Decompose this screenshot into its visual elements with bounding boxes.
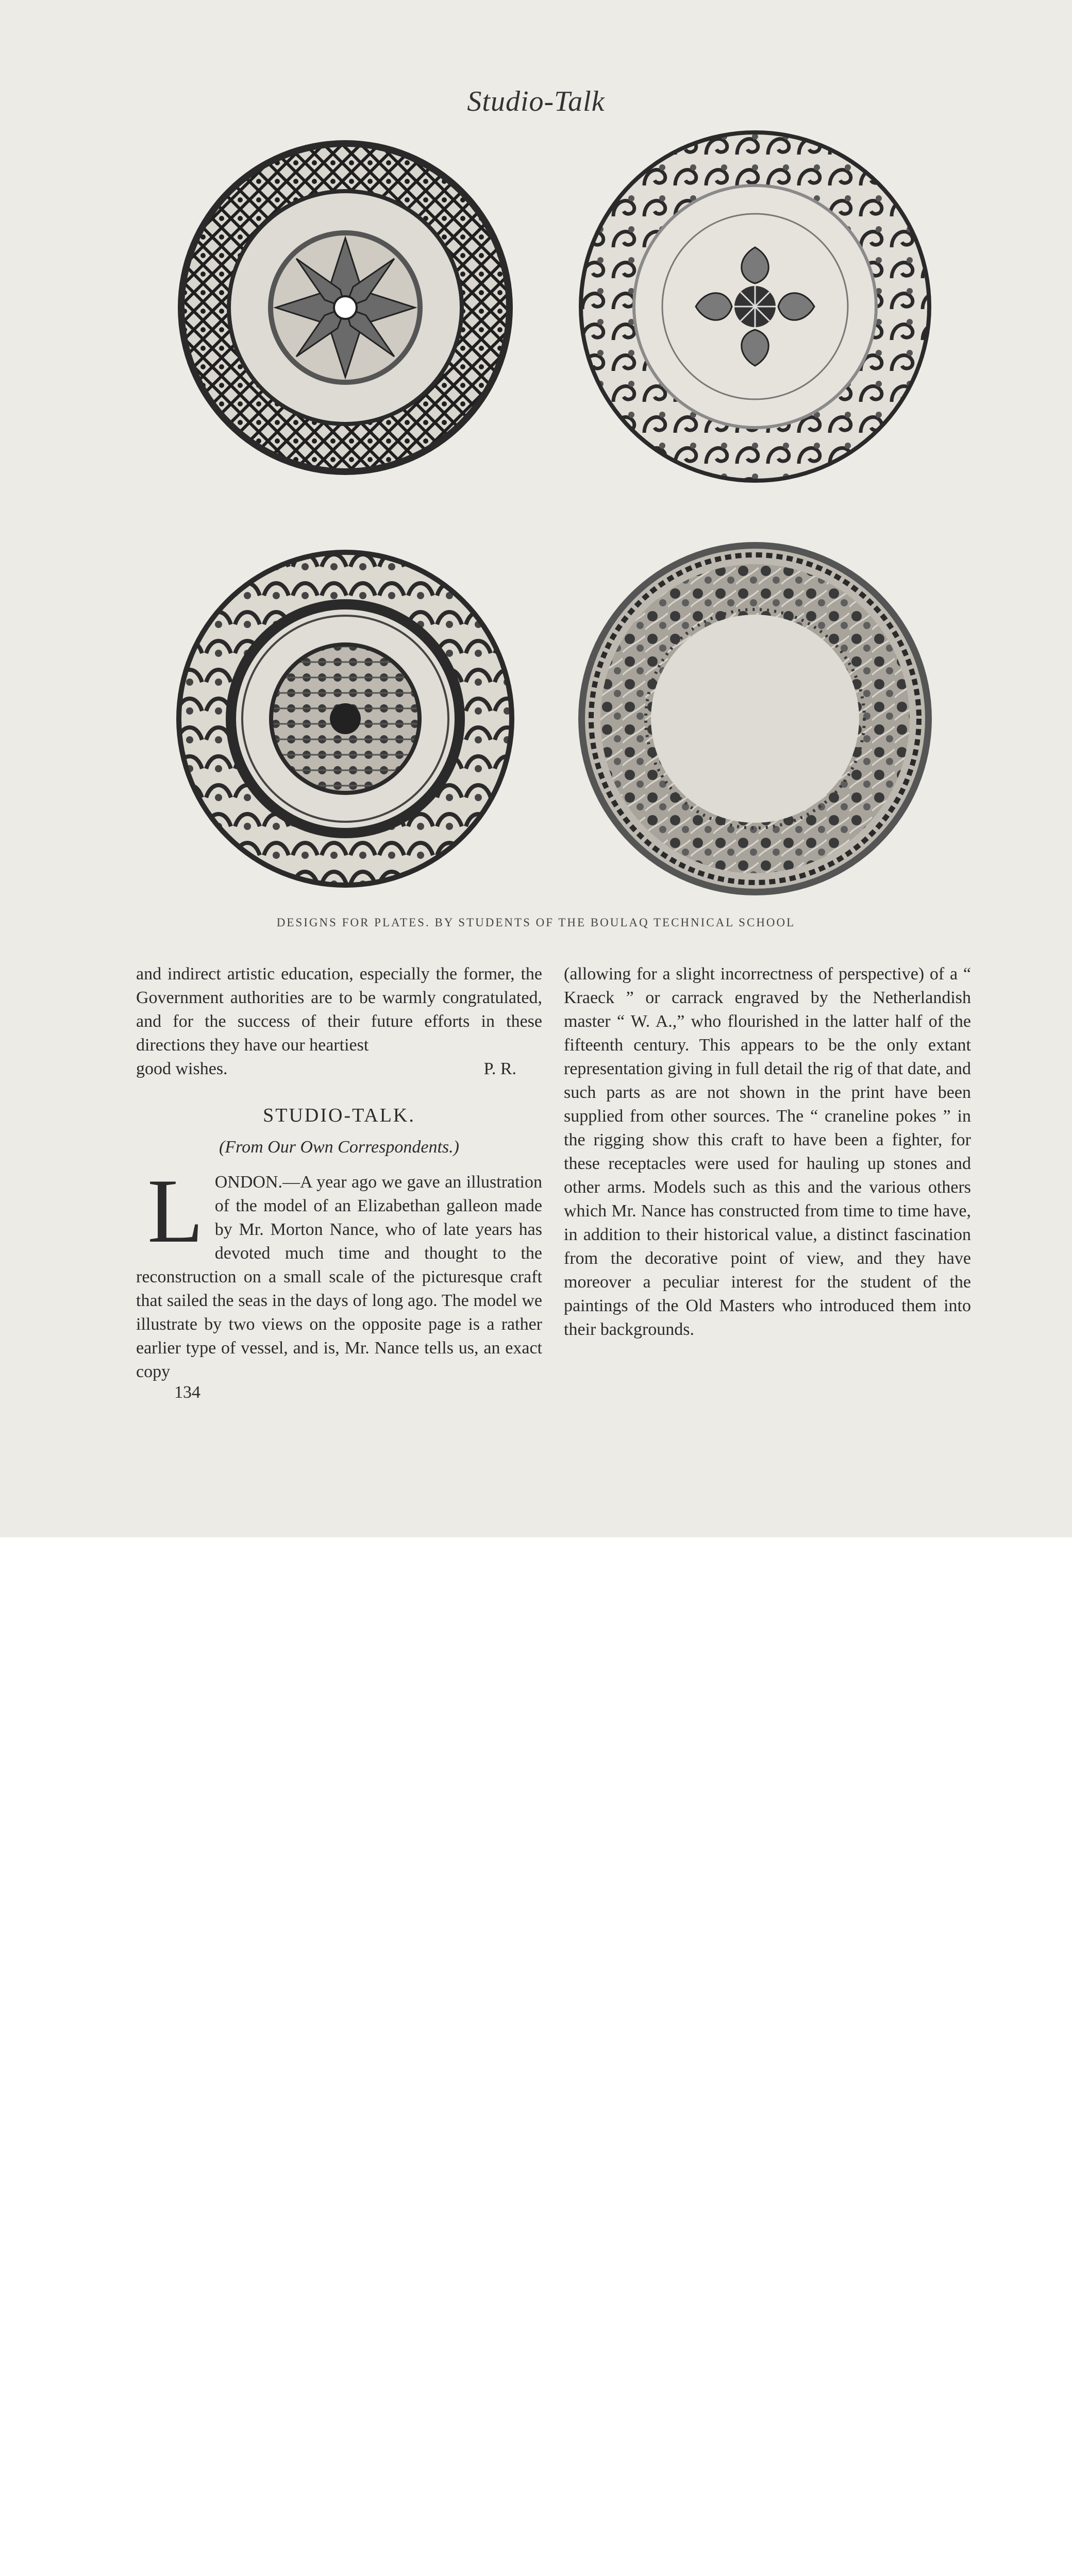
section-heading: STUDIO-TALK. xyxy=(263,1105,415,1126)
signature-line xyxy=(136,1057,542,1081)
plate-design-top-left xyxy=(175,135,515,480)
plate-design-bottom-left xyxy=(175,546,515,891)
london-paragraph xyxy=(136,1160,542,1384)
closing-words: good wishes. xyxy=(136,1059,228,1078)
running-head: Studio-Talk xyxy=(467,86,605,117)
london-paragraph-text: ONDON.—A year ago we gave an illustration of the model of an Elizabethan galleon made by Mr. Morton Nance, who of late years has devoted much time and thought to the reconstruction on a small scale of the picturesque craft that sailed the seas in the days of long ago. The model we illustrate by two views on the opposite page is a rather earlier type of vessel, and is, Mr. Nance tells us, an exact copy xyxy=(136,1173,542,1381)
section-subheading: (From Our Own Correspondents.) xyxy=(219,1138,459,1157)
left-column-intro: and indirect artistic education, especially the former, the Government authorities are to be warmly congratulated, and for the success of their future efforts in these directions they have our heartiest xyxy=(136,964,542,1055)
plate-design-top-right xyxy=(577,129,933,484)
figure-caption: DESIGNS FOR PLATES. BY STUDENTS OF THE BOULAQ TECHNICAL SCHOOL xyxy=(276,916,796,929)
signature: P. R. xyxy=(483,1059,516,1078)
left-column xyxy=(136,962,542,1384)
plate-design-bottom-right xyxy=(577,541,933,896)
drop-cap: L xyxy=(147,1160,204,1262)
right-column-text: (allowing for a slight incorrectness of perspective) of a “ Kraeck ” or carrack engraved by the Netherlandish master “ W. A.,” who flourished in the latter half of the fifteenth century. This appears to be the only extant representation giving in full detail the rig of that date, and such parts as are not shown in the print have been supplied from other sources. The “ craneline pokes ” in the rigging show this craft to have been a fighter, for these receptacles were used for hauling up stones and other arms. Models such as this and the various others which Mr. Nance has constructed from time to time have, in addition to their historical value, a distinct fascination from the decorative point of view, and they have moreover a peculiar interest for the student of the paintings of the Old Masters who introduced them into their backgrounds. xyxy=(564,964,971,1339)
page-number: 134 xyxy=(174,1383,200,1402)
right-column xyxy=(564,962,971,1342)
digitization-footer xyxy=(0,1537,1072,1617)
